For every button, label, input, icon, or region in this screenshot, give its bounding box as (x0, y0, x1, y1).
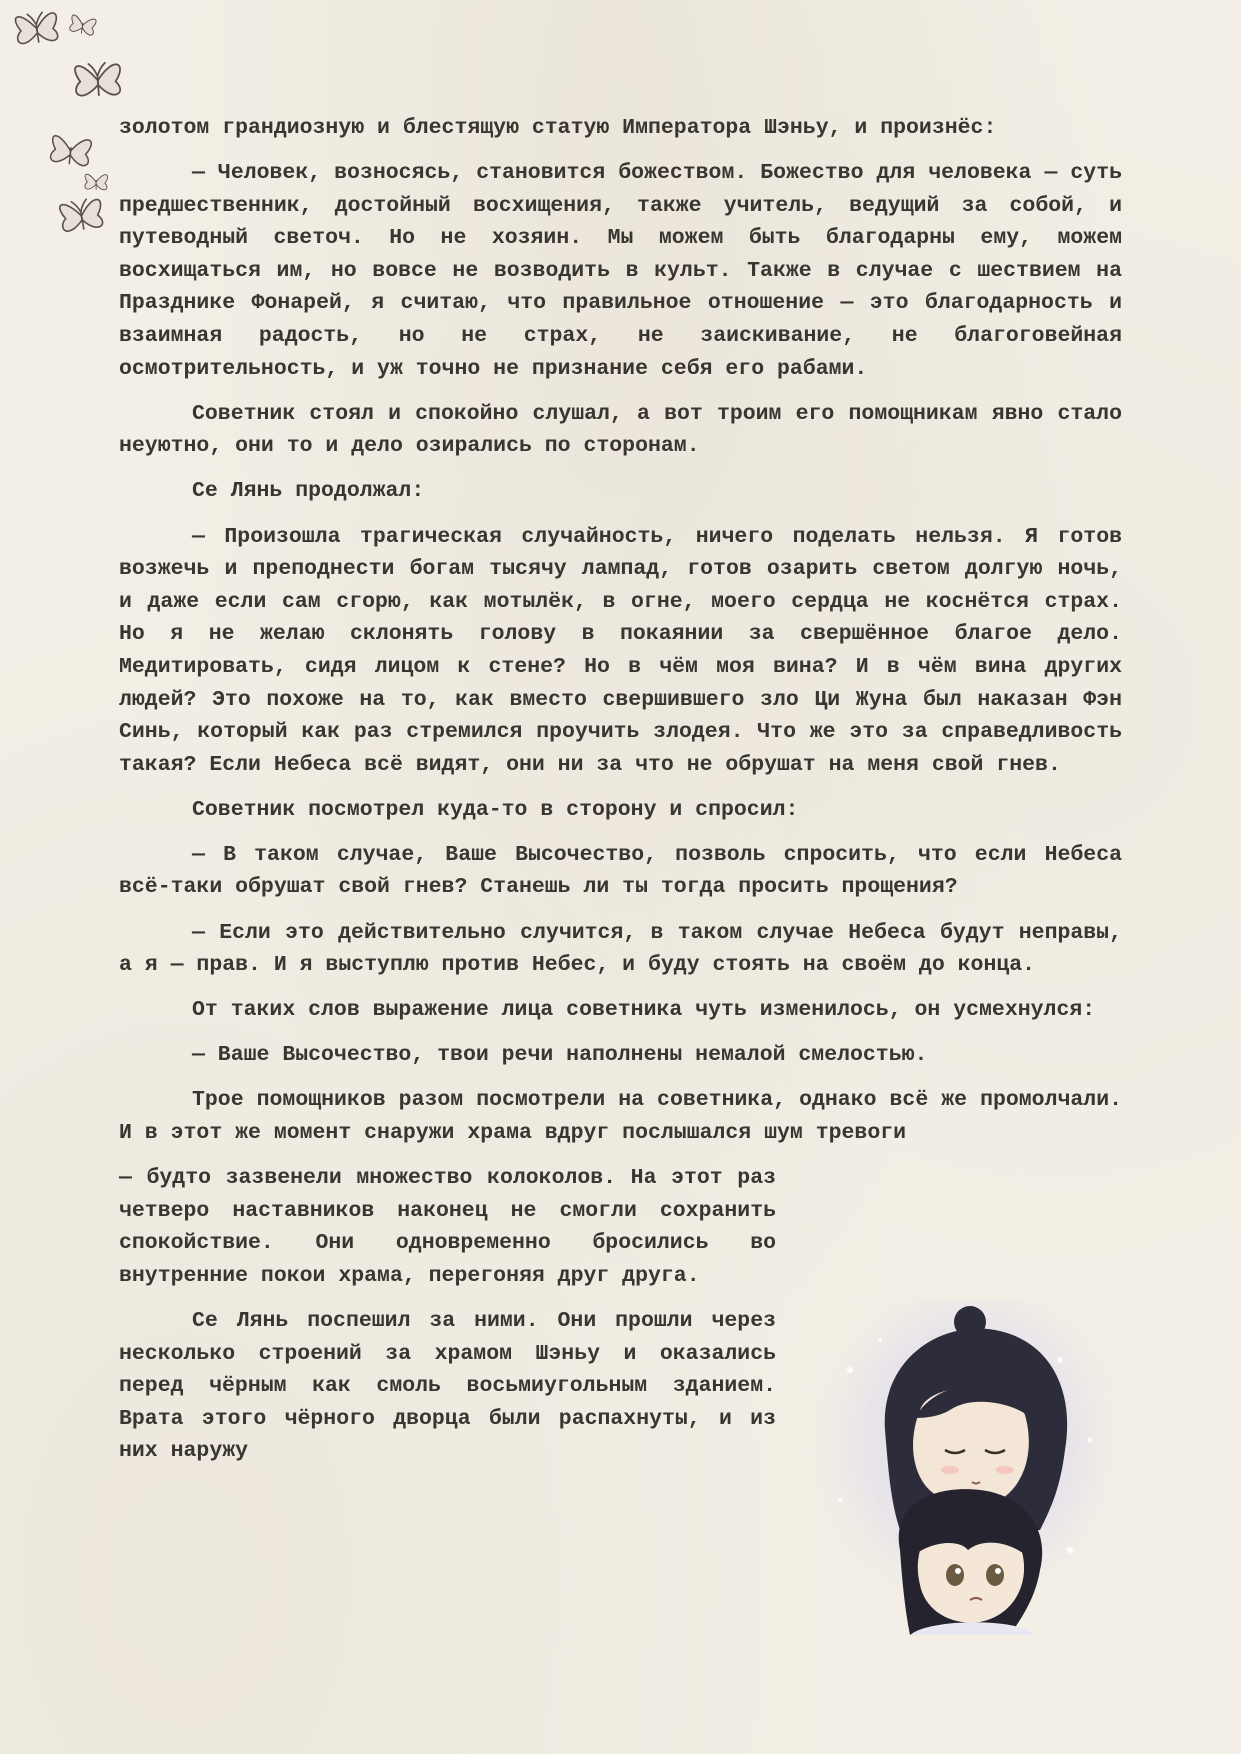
paragraph: — В таком случае, Ваше Высочество, позволь спросить, что если Небеса всё-таки обрушат свой гнев? Станешь ли ты тогда просить прощения? (119, 842, 1122, 900)
paragraph: Се Лянь поспешил за ними. Они прошли через несколько строений за храмом Шэньу и оказались перед чёрным как смоль восьмиугольным зданием. Врата этого чёрного дворца были распахнуты, и из них наружу (119, 1309, 776, 1464)
text-column (119, 112, 1122, 1480)
paragraph: Советник стоял и спокойно слушал, а вот троим его помощникам явно стало неуютно, они то и дело озирались по сторонам. (119, 401, 1122, 459)
paragraph: — Ваше Высочество, твои речи наполнены немалой смелостью. (192, 1043, 928, 1068)
paragraph: — будто зазвенели множество колоколов. На этот раз четверо наставников наконец не смогли сохранить спокойствие. Они одновременно бросились во внутренние покои храма, перегоняя друг друга. (119, 1166, 776, 1288)
paragraph: — Если это действительно случится, в таком случае Небеса будут неправы, а я — прав. И я выступлю против Небес, и буду стоять на своём до конца. (119, 920, 1122, 978)
paragraph: От таких слов выражение лица советника чуть изменилось, он усмехнулся: (192, 998, 1096, 1023)
paragraph: — Человек, возносясь, становится божеством. Божество для человека — суть предшественник, достойный восхищения, также учитель, ведущий за собой, и путеводный светоч. Но не хозяин. Мы можем быть благодарны ему, можем восхищаться им, но вовсе не возводить в культ. Также в случае с шествием на Празднике Фонарей, я считаю, что правильное отношение — это благодарность и взаимная радость, но не страх, не заискивание, не благоговейная осмотрительность, и уж точно не признание себя его рабами. (119, 161, 1122, 381)
paragraph: Се Лянь продолжал: (192, 479, 425, 504)
paragraph: — Произошла трагическая случайность, ничего поделать нельзя. Я готов возжечь и преподнести богам тысячу лампад, готов озарить светом долгую ночь, и даже если сам сгорю, как мотылёк, в огне, моего сердца не коснётся страх. Но я не желаю склонять голову в покаянии за свершённое благое дело. Медитировать, сидя лицом к стене? Но в чём моя вина? И в чём вина других людей? Это похоже на то, как вместо свершившего зло Ци Жуна был наказан Фэн Синь, который как раз стремился проучить злодея. Что же это за справедливость такая? Если Небеса всё видят, они ни за что не обрушат на меня свой гнев. (119, 524, 1122, 777)
paragraph: Трое помощников разом посмотрели на советника, однако всё же промолчали. И в этот же момент снаружи храма вдруг послышался шум тревоги (119, 1088, 1122, 1146)
main-paragraphs (119, 112, 1122, 1150)
paragraph: золотом грандиозную и блестящую статую Императора Шэньу, и произнёс: (119, 116, 997, 140)
chibi-characters-illustration-icon (810, 1300, 1130, 1640)
paragraph: Советник посмотрел куда-то в сторону и спросил: (192, 797, 799, 822)
narrow-paragraphs (119, 1162, 776, 1468)
